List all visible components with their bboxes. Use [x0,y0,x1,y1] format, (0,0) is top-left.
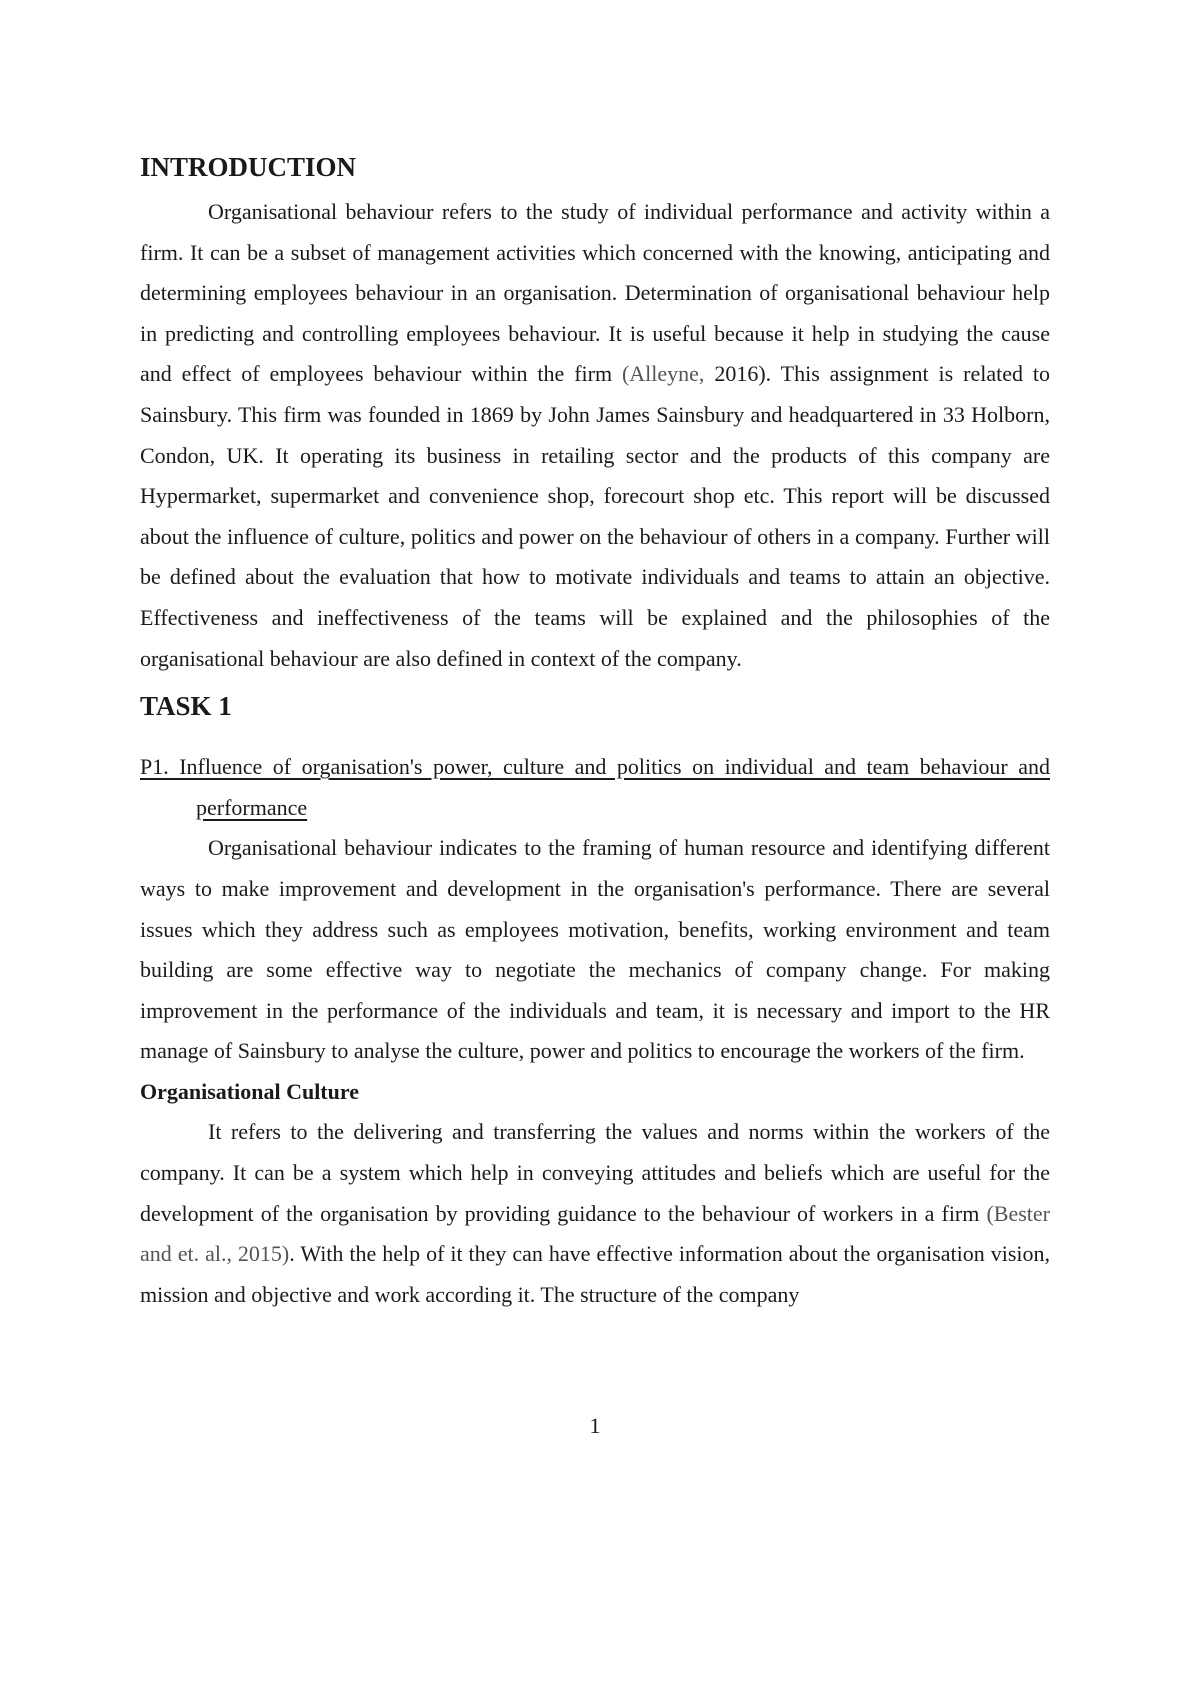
introduction-heading: INTRODUCTION [140,152,357,182]
text-segment: 2016). This assignment is related to Sainsbury. This firm was founded in 1869 by John James Sainsbury and headquartered in 33 Holborn, Condon, UK. It operating its business in retailing sector and the products of this company are Hypermarket, supermarket and convenience shop, forecourt shop etc. This report will be discussed about the influence of culture, politics and power on the behaviour of others in a company. Further will be defined about the evaluation that how to motivate individuals and teams to attain an objective. Effectiveness and ineffectiveness of the teams will be explained and the philosophies of the organisational behaviour are also defined in context of the company. [140,361,1050,671]
page-number: 1 [589,1413,601,1438]
p1-subheading: P1. Influence of organisation's power, culture and politics on individual and team behaviour and performance [140,754,1050,820]
text-segment: It refers to the delivering and transferring the values and norms within the workers of the company. It can be a system which help in conveying attitudes and beliefs which are useful for the development of the organisation by providing guidance to the behaviour of workers in a firm [140,1119,1050,1226]
citation-text: (Alleyne, [621,361,705,387]
organisational-culture-paragraph [140,1112,1050,1315]
introduction-paragraph [140,192,1050,679]
text-segment: . With the help of it they can have effective information about the organisation vision, mission and objective and work according it. The structure of the company [140,1241,1050,1307]
organisational-culture-heading: Organisational Culture [140,1078,360,1104]
p1-paragraph [140,828,1050,1072]
citation-text: (Bester and et. al., 2015) [140,1200,1050,1267]
text-segment: Organisational behaviour refers to the study of individual performance and activity within a firm. It can be a subset of management activities which concerned with the knowing, anticipating and determining employees behaviour in an organisation. Determination of organisational behaviour help in predicting and controlling employees behaviour. It is useful because it help in studying the cause and effect of employees behaviour within the firm [140,199,1050,387]
text-segment: Organisational behaviour indicates to the framing of human resource and identifying different ways to make improvement and development in the organisation's performance. There are several issues which they address such as employees motivation, benefits, working environment and team building are some effective way to negotiate the mechanics of company change. For making improvement in the performance of the individuals and team, it is necessary and import to the HR manage of Sainsbury to analyse the culture, power and politics to encourage the workers of the firm. [140,835,1050,1064]
task1-heading: TASK 1 [140,691,232,722]
